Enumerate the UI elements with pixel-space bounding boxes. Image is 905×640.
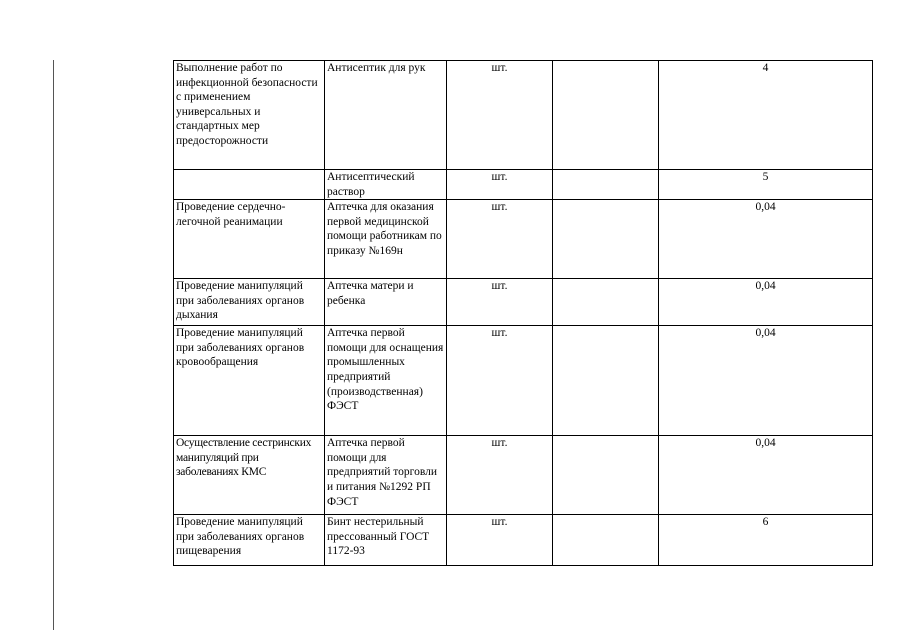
- unit-cell: шт.: [447, 515, 553, 566]
- item-cell: Аптечка первой помощи для предприятий торговли и питания №1292 РП ФЭСТ: [325, 436, 447, 515]
- work-cell: Осуществление сестринских манипуляций при заболеваниях КМС: [174, 436, 325, 515]
- empty-cell: [553, 200, 659, 279]
- unit-cell: шт.: [447, 200, 553, 279]
- quantity-cell: 0,04: [659, 326, 873, 436]
- quantity-cell: 0,04: [659, 436, 873, 515]
- item-cell: Аптечка первой помощи для оснащения промышленных предприятий (производственная) ФЭСТ: [325, 326, 447, 436]
- page-margin-line: [53, 60, 54, 630]
- table-row: [174, 515, 873, 566]
- quantity-cell: 0,04: [659, 279, 873, 326]
- unit-cell: шт.: [447, 326, 553, 436]
- empty-cell: [553, 61, 659, 170]
- item-cell: Антисептический раствор: [325, 170, 447, 200]
- quantity-cell: 0,04: [659, 200, 873, 279]
- equipment-table: [173, 60, 873, 566]
- work-cell: Выполнение работ по инфекционной безопасности с применением универсальных и стандартных мер предосторожности: [174, 61, 325, 170]
- unit-cell: шт.: [447, 170, 553, 200]
- empty-cell: [553, 436, 659, 515]
- quantity-cell: 4: [659, 61, 873, 170]
- table-row: [174, 326, 873, 436]
- table-row: [174, 436, 873, 515]
- quantity-cell: 6: [659, 515, 873, 566]
- quantity-cell: 5: [659, 170, 873, 200]
- item-cell: Бинт нестерильный прессованный ГОСТ 1172-93: [325, 515, 447, 566]
- table-row: [174, 200, 873, 279]
- empty-cell: [553, 515, 659, 566]
- item-cell: Антисептик для рук: [325, 61, 447, 170]
- table-row: [174, 61, 873, 170]
- work-cell: [174, 170, 325, 200]
- item-cell: Аптечка для оказания первой медицинской помощи работникам по приказу №169н: [325, 200, 447, 279]
- empty-cell: [553, 326, 659, 436]
- work-cell: Проведение манипуляций при заболеваниях органов дыхания: [174, 279, 325, 326]
- empty-cell: [553, 170, 659, 200]
- work-cell: Проведение сердечно-легочной реанимации: [174, 200, 325, 279]
- unit-cell: шт.: [447, 61, 553, 170]
- empty-cell: [553, 279, 659, 326]
- unit-cell: шт.: [447, 279, 553, 326]
- table-row: [174, 279, 873, 326]
- work-cell: Проведение манипуляций при заболеваниях органов пищеварения: [174, 515, 325, 566]
- item-cell: Аптечка матери и ребенка: [325, 279, 447, 326]
- unit-cell: шт.: [447, 436, 553, 515]
- table-row: [174, 170, 873, 200]
- work-cell: Проведение манипуляций при заболеваниях органов кровообращения: [174, 326, 325, 436]
